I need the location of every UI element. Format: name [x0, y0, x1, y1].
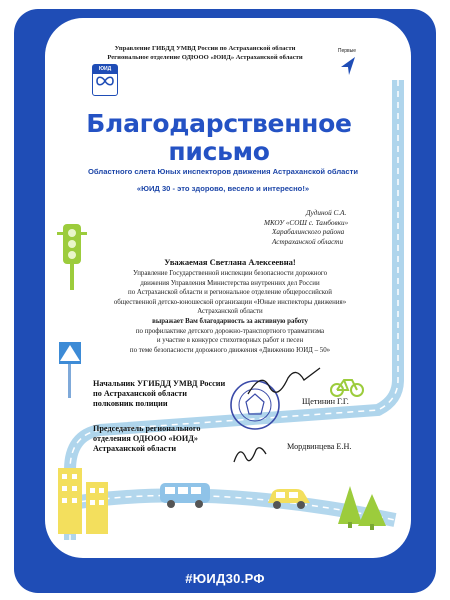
signatory-1-name: Щетинин Г.Г.	[302, 397, 349, 406]
addressee-block	[264, 209, 384, 247]
event-slogan: «ЮИД 30 - это здорово, весело и интересно!»	[136, 184, 310, 193]
signatory-2-line-2: отделения ОДЮОО «ЮИД»	[93, 434, 198, 443]
letter-line: Управление Государственной инспекции безопасности дорожного	[132, 270, 328, 277]
handwritten-signature-2	[230, 440, 270, 470]
letter-line: и участие в конкурсе стихотворных работ и песен	[156, 337, 304, 345]
letter-line: общественной детско-юношеской организации «Юные инспекторы движения»	[113, 298, 347, 306]
bus-icon	[158, 480, 214, 510]
letter-line: Астраханской области	[197, 308, 263, 316]
addressee-line-1: Дудиной С.А.	[306, 209, 347, 217]
title-line-2: письмо	[168, 137, 270, 166]
organization-line-2: Региональное отделение ОДЮОО «ЮИД» Астраханской области	[107, 54, 303, 61]
signatory-2-line-3: Астраханской области	[93, 444, 177, 453]
letter-line: по Астраханской области и региональное отделение общероссийской	[128, 289, 332, 297]
letter-line: выражает Вам благодарность за активную работу	[152, 317, 308, 325]
organization-line-1: Управление ГИБДД УМВД России по Астраханской области	[114, 45, 296, 52]
pervye-logo-icon	[337, 55, 357, 77]
addressee-line-3: Харабалинского района	[272, 228, 345, 236]
yuid-logo	[92, 64, 118, 96]
car-icon	[264, 485, 314, 511]
addressee-line-2: МКОУ «СОШ с. Тамбовки»	[264, 218, 349, 227]
trees-illustration	[336, 484, 392, 530]
event-subtitle: Областного слета Юных инспекторов движения Астраханской области	[87, 167, 358, 176]
yuid-logo-text: ЮИД	[93, 65, 117, 74]
signatory-1-line-3: полковник полиции	[93, 399, 168, 408]
pervye-label: Первые	[337, 48, 357, 54]
pervye-logo	[332, 48, 362, 77]
letter-line: по теме безопасности дорожного движения «Движению ЮИД – 50»	[129, 346, 331, 354]
signatory-2-name: Мордвинцева Е.Н.	[287, 442, 352, 451]
title-line-1: Благодарственное	[86, 109, 352, 138]
signatory-1-line-2: по Астраханской области	[93, 389, 187, 398]
infinity-logo-icon	[94, 75, 116, 87]
organization-header	[80, 44, 330, 62]
letter-line: движения Управления Министерства внутренних дел России	[140, 279, 320, 287]
buildings-illustration	[56, 458, 126, 536]
signatory-1-line-1: Начальник УГИБДД УМВД России	[93, 379, 226, 388]
letter-line: по профилактике детского дорожно-транспортного травматизма	[135, 327, 325, 335]
footer-hashtag: #ЮИД30.РФ	[185, 571, 265, 586]
bicycle-icon	[330, 374, 364, 398]
signatory-2-line-1: Председатель регионального	[93, 424, 201, 433]
letter-body	[80, 269, 380, 355]
signature-block-2	[93, 424, 253, 454]
page-title	[50, 110, 388, 166]
letter-greeting: Уважаемая Светлана Алексеевна!	[164, 257, 296, 267]
addressee-line-4: Астраханской области	[272, 237, 344, 246]
